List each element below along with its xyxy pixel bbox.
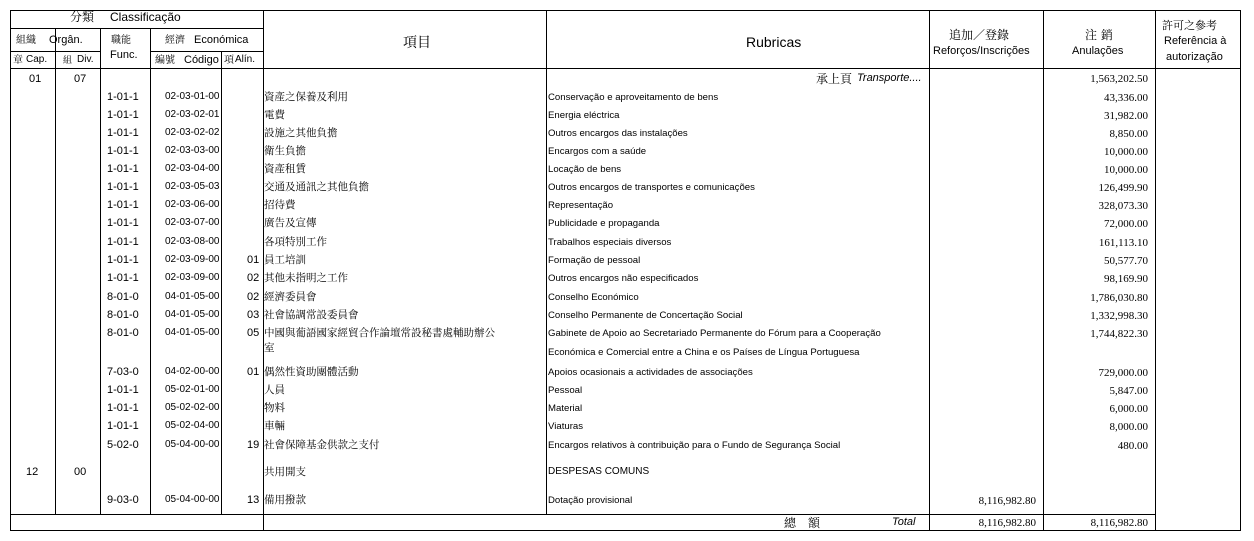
block-title-zh-2: 共用開支 — [264, 466, 306, 478]
alinea: 02 — [247, 272, 260, 284]
item-zh: 衛生負擔 — [264, 145, 306, 157]
alinea: 01 — [247, 366, 260, 378]
anulacoes-value: 1,786,030.80 — [1090, 292, 1148, 304]
economic-code: 02-03-04-00 — [165, 163, 220, 174]
func-code: 1-01-1 — [107, 199, 139, 211]
rubrica-pt-cont: Económica e Comercial entre a China e os Países de Língua Portuguesa — [548, 347, 860, 358]
anulacoes-value: 126,499.90 — [1098, 182, 1148, 194]
referencia-pt-1: Referência à — [1164, 35, 1227, 47]
codigo-zh: 編號 — [155, 55, 175, 66]
rubrica-pt: Gabinete de Apoio ao Secretariado Permanente do Fórum para a Cooperação — [548, 328, 881, 339]
func-code: 1-01-1 — [107, 91, 139, 103]
grid-vline — [1155, 10, 1156, 531]
item-zh: 電費 — [264, 109, 285, 121]
func-code: 1-01-1 — [107, 109, 139, 121]
func-code: 1-01-1 — [107, 217, 139, 229]
anulacoes-pt: Anulações — [1072, 45, 1124, 57]
grid-vline — [100, 28, 101, 514]
block-div-2: 00 — [74, 466, 87, 478]
classificacao-pt: Classificação — [110, 10, 181, 24]
rubrica-pt: Outros encargos não especificados — [548, 273, 699, 284]
grid-hline — [150, 51, 263, 52]
economic-code: 04-01-05-00 — [165, 309, 220, 320]
capitulo-pt: Cap. — [26, 54, 48, 65]
anulacoes-value: 98,169.90 — [1104, 273, 1148, 285]
item-zh: 備用撥款 — [264, 494, 306, 506]
alinea-zh: 項 — [224, 55, 234, 66]
item-zh: 車輛 — [264, 420, 285, 432]
classificacao-zh: 分類 — [70, 10, 95, 24]
alinea-pt: Alín. — [235, 54, 256, 65]
grid-vline — [55, 28, 56, 514]
economic-code: 02-03-03-00 — [165, 145, 220, 156]
anulacoes-value: 5,847.00 — [1109, 385, 1148, 397]
economic-code: 02-03-02-02 — [165, 127, 220, 138]
economic-code: 02-03-09-00 — [165, 254, 220, 265]
grid-vline — [1240, 10, 1241, 531]
func-code: 1-01-1 — [107, 236, 139, 248]
economic-code: 05-02-01-00 — [165, 384, 220, 395]
economica-pt: Económica — [194, 34, 249, 46]
rubrica-pt: Material — [548, 403, 583, 414]
block-title-pt-2: DESPESAS COMUNS — [548, 466, 650, 477]
organica-zh: 組織 — [16, 35, 36, 46]
item-zh: 交通及通訊之其他負擔 — [264, 181, 369, 193]
anulacoes-zh: 注 銷 — [1085, 28, 1113, 42]
rubrica-pt: Outros encargos das instalações — [548, 128, 688, 139]
codigo-pt: Código — [184, 54, 219, 66]
alinea: 13 — [247, 494, 260, 506]
func-code: 1-01-1 — [107, 181, 139, 193]
item-zh: 經濟委員會 — [264, 291, 317, 303]
economic-code: 05-02-04-00 — [165, 420, 220, 431]
economic-code: 02-03-01-00 — [165, 91, 220, 102]
economic-code: 04-02-00-00 — [165, 366, 220, 377]
total-pt: Total — [892, 516, 916, 528]
anulacoes-value: 31,982.00 — [1104, 110, 1148, 122]
anulacoes-value: 72,000.00 — [1104, 218, 1148, 230]
alinea: 03 — [247, 309, 260, 321]
grid-hline — [10, 514, 1155, 515]
block-cap: 01 — [29, 73, 42, 85]
grid-vline — [263, 10, 264, 531]
economic-code: 02-03-07-00 — [165, 217, 220, 228]
alinea: 02 — [247, 291, 260, 303]
anulacoes-value: 43,336.00 — [1104, 92, 1148, 104]
rubrica-pt: Energia eléctrica — [548, 110, 620, 121]
func-code: 1-01-1 — [107, 145, 139, 157]
referencia-pt-2: autorização — [1166, 51, 1223, 63]
transporte-anulacoes: 1,563,202.50 — [1090, 73, 1148, 85]
economic-code: 05-04-00-00 — [165, 494, 220, 505]
item-zh: 物料 — [264, 402, 285, 414]
anulacoes-value: 328,073.30 — [1098, 200, 1148, 212]
anulacoes-value: 480.00 — [1117, 440, 1148, 452]
block-div: 07 — [74, 73, 87, 85]
funcional-pt: Func. — [110, 49, 138, 61]
anulacoes-value: 8,000.00 — [1109, 421, 1148, 433]
rubricas-header: Rubricas — [746, 34, 802, 50]
func-code: 5-02-0 — [107, 439, 139, 451]
economic-code: 02-03-02-01 — [165, 109, 220, 120]
func-code: 8-01-0 — [107, 291, 139, 303]
total-anulacoes: 8,116,982.80 — [1090, 517, 1148, 529]
grid-hline — [10, 530, 1240, 531]
rubrica-pt: Conselho Económico — [548, 292, 639, 303]
anulacoes-value: 10,000.00 — [1104, 164, 1148, 176]
grid-hline — [10, 68, 1240, 69]
transporte-zh: 承上頁 — [816, 72, 853, 86]
grid-vline — [929, 10, 930, 531]
reforcos-value: 8,116,982.80 — [978, 495, 1036, 507]
grid-vline — [546, 10, 547, 514]
anulacoes-value: 10,000.00 — [1104, 146, 1148, 158]
referencia-zh: 許可之參考 — [1162, 19, 1217, 32]
func-code: 1-01-1 — [107, 163, 139, 175]
reforcos-pt: Reforços/Inscrições — [933, 45, 1030, 57]
economic-code: 04-01-05-00 — [165, 291, 220, 302]
alinea: 01 — [247, 254, 260, 266]
grid-hline — [10, 28, 263, 29]
func-code: 1-01-1 — [107, 254, 139, 266]
item-zh: 資產之保養及利用 — [264, 91, 348, 103]
grid-vline — [1043, 10, 1044, 531]
item-zh: 廣告及宣傳 — [264, 217, 317, 229]
economic-code: 02-03-08-00 — [165, 236, 220, 247]
item-zh: 設施之其他負擔 — [264, 127, 338, 139]
rubrica-pt: Formação de pessoal — [548, 255, 641, 266]
item-zh: 員工培訓 — [264, 254, 306, 266]
grid-vline — [10, 10, 11, 531]
economica-zh: 經濟 — [165, 35, 185, 46]
rubrica-pt: Dotação provisional — [548, 495, 633, 506]
rubrica-pt: Viaturas — [548, 421, 584, 432]
item-zh: 社會協調常設委員會 — [264, 309, 359, 321]
rubrica-pt: Locação de bens — [548, 164, 622, 175]
capitulo-zh: 章 — [13, 55, 23, 66]
item-zh-header: 項目 — [403, 35, 431, 51]
grid-vline — [150, 28, 151, 514]
item-zh: 中國與葡語國家經貿合作論壇常設秘書處輔助辦公 — [264, 327, 495, 339]
rubrica-pt: Encargos com a saúde — [548, 146, 647, 157]
rubrica-pt: Publicidade e propaganda — [548, 218, 660, 229]
func-code: 1-01-1 — [107, 272, 139, 284]
func-code: 1-01-1 — [107, 420, 139, 432]
func-code: 8-01-0 — [107, 309, 139, 321]
economic-code: 05-02-02-00 — [165, 402, 220, 413]
divisao-zh: 組 — [63, 56, 73, 66]
item-zh: 人員 — [264, 384, 285, 396]
total-zh: 總 額 — [784, 516, 821, 530]
func-code: 1-01-1 — [107, 402, 139, 414]
grid-hline — [10, 10, 1240, 11]
rubrica-pt: Conselho Permanente de Concertação Social — [548, 310, 743, 321]
alinea: 19 — [247, 439, 260, 451]
rubrica-pt: Representação — [548, 200, 614, 211]
item-zh-cont: 室 — [264, 342, 275, 354]
economic-code: 02-03-09-00 — [165, 272, 220, 283]
rubrica-pt: Encargos relativos à contribuição para o Fundo de Segurança Social — [548, 440, 841, 451]
block-cap-2: 12 — [26, 466, 39, 478]
rubrica-pt: Pessoal — [548, 385, 583, 396]
item-zh: 資產租賃 — [264, 163, 306, 175]
transporte-pt: Transporte.... — [857, 72, 922, 84]
economic-code: 04-01-05-00 — [165, 327, 220, 338]
rubrica-pt: Trabalhos especiais diversos — [548, 237, 672, 248]
rubrica-pt: Outros encargos de transportes e comunicações — [548, 182, 755, 193]
func-code: 8-01-0 — [107, 327, 139, 339]
anulacoes-value: 161,113.10 — [1098, 237, 1148, 249]
reforcos-zh: 追加／登錄 — [949, 28, 1010, 42]
item-zh: 招待費 — [264, 199, 296, 211]
rubrica-pt: Conservação e aproveitamento de bens — [548, 92, 719, 103]
funcional-zh: 職能 — [111, 35, 131, 46]
divisao-pt: Div. — [77, 54, 94, 65]
economic-code: 02-03-05-03 — [165, 181, 220, 192]
organica-pt: Orgân. — [49, 34, 83, 46]
anulacoes-value: 1,332,998.30 — [1090, 310, 1148, 322]
rubrica-pt: Apoios ocasionais a actividades de associações — [548, 367, 753, 378]
func-code: 1-01-1 — [107, 384, 139, 396]
economic-code: 05-04-00-00 — [165, 439, 220, 450]
grid-vline — [221, 51, 222, 514]
item-zh: 各項特別工作 — [264, 236, 327, 248]
total-reforcos: 8,116,982.80 — [978, 517, 1036, 529]
item-zh: 其他未指明之工作 — [264, 272, 348, 284]
item-zh: 社會保障基金供款之支付 — [264, 439, 380, 451]
func-code: 9-03-0 — [107, 494, 139, 506]
economic-code: 02-03-06-00 — [165, 199, 220, 210]
anulacoes-value: 8,850.00 — [1109, 128, 1148, 140]
anulacoes-value: 1,744,822.30 — [1090, 328, 1148, 340]
func-code: 1-01-1 — [107, 127, 139, 139]
anulacoes-value: 6,000.00 — [1109, 403, 1148, 415]
item-zh: 偶然性資助團體活動 — [264, 366, 359, 378]
anulacoes-value: 50,577.70 — [1104, 255, 1148, 267]
anulacoes-value: 729,000.00 — [1098, 367, 1148, 379]
alinea: 05 — [247, 327, 260, 339]
func-code: 7-03-0 — [107, 366, 139, 378]
